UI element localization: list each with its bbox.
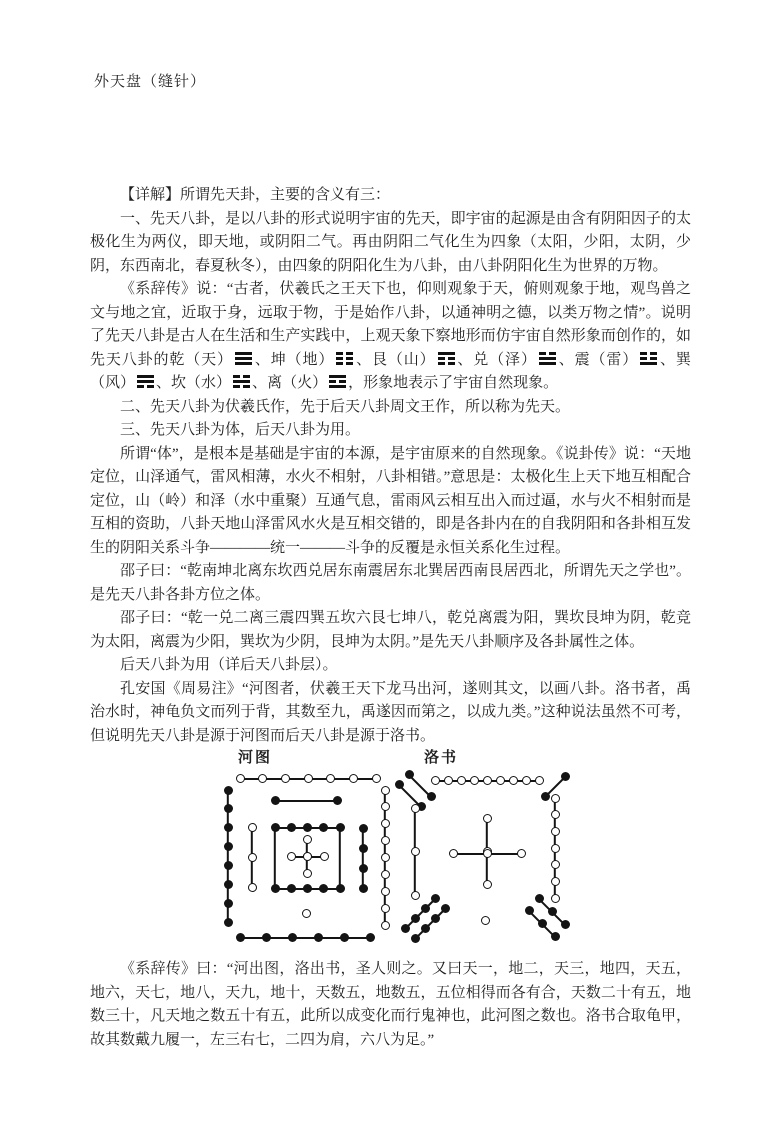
black-dot (441, 904, 450, 913)
connector-line (275, 800, 337, 802)
white-dot (302, 909, 311, 918)
white-dot (483, 880, 492, 889)
black-dot (288, 933, 297, 942)
xun-wind-trigram-icon (137, 375, 154, 388)
white-dot (483, 776, 492, 785)
white-dot (236, 774, 245, 783)
black-dot (431, 914, 440, 923)
black-dot (287, 884, 296, 893)
white-dot (287, 852, 296, 861)
black-dot (561, 772, 570, 781)
white-dot (551, 860, 560, 869)
connector-line (274, 828, 276, 889)
black-dot (303, 884, 312, 893)
white-dot (517, 849, 526, 858)
black-dot (359, 824, 368, 833)
black-dot (224, 786, 233, 795)
black-dot (535, 894, 544, 903)
paragraph: 【详解】所谓先天卦，主要的含义有三： (120, 187, 391, 203)
black-dot (359, 844, 368, 853)
luoshu-figure-label: 洛书 (424, 750, 459, 766)
white-dot (431, 776, 440, 785)
black-dot (561, 920, 570, 929)
black-dot (224, 899, 233, 908)
body-text-block (90, 184, 691, 748)
black-dot (525, 906, 534, 915)
zhen-thunder-trigram-icon (640, 352, 657, 365)
black-dot (224, 880, 233, 889)
black-dot (333, 796, 342, 805)
black-dot (303, 823, 312, 832)
white-dot (381, 836, 390, 845)
black-dot (551, 932, 560, 941)
black-dot (224, 823, 233, 832)
white-dot (381, 819, 390, 828)
paragraph: 三、先天八卦为体，后天八卦为用。 (120, 422, 361, 438)
white-dot (551, 844, 560, 853)
paragraph: 所谓“体”，是根本是基础是宇宙的本源，是宇宙原来的自然现象。《说卦传》说：“天地定位，山泽通气，雷风相薄，水火不相射，八卦相错。”意思是：太极化生上天下地互相配合定位，山（岭）和泽（水中重聚）互通气息，雷雨风云相互出入而过逼，水与火不相射而是互相的资助，八卦天地山泽雷风水火是互相交错的，即是各卦内在的自我阴阳和各卦相互发生的阴阳关系斗争————统一———斗争的反覆是永恒关系化生过程。 (90, 445, 691, 556)
white-dot (381, 887, 390, 896)
black-dot (421, 924, 430, 933)
black-dot (431, 894, 440, 903)
black-dot (236, 933, 245, 942)
connector-line (339, 828, 341, 889)
white-dot (481, 916, 490, 925)
white-dot (551, 794, 560, 803)
dui-lake-trigram-icon (539, 352, 556, 365)
black-dot (421, 904, 430, 913)
white-dot (248, 823, 257, 832)
black-dot (395, 780, 404, 789)
black-dot (271, 796, 280, 805)
white-dot (372, 774, 381, 783)
white-dot (535, 776, 544, 785)
white-dot (381, 921, 390, 930)
white-dot (522, 776, 531, 785)
hetu-diagram (218, 770, 403, 952)
black-dot (359, 884, 368, 893)
black-dot (314, 933, 323, 942)
paragraph: 《系辞传》曰：“河出图，洛出书，圣人则之。又曰天一，地二，天三，地四，天五，地六，天七，地八，天九，地十，天数五，地数五，五位相得而各有合，天数二十有五，地数三十，凡天地之数五十有五，此所以成变化而行鬼神也，此河图之数也。洛书合取龟甲，故其数戴九履一，左三右七，二四为肩，六八为足。” (90, 961, 691, 1048)
white-dot (411, 804, 420, 813)
black-dot (538, 919, 547, 928)
white-dot (509, 776, 518, 785)
white-dot (326, 774, 335, 783)
hetu-figure-label: 河图 (238, 750, 273, 766)
white-dot (381, 786, 390, 795)
black-dot (224, 861, 233, 870)
white-dot (551, 877, 560, 886)
white-dot (381, 853, 390, 862)
paragraph: 邵子曰：“乾南坤北离东坎西兑居东南震居东北巽居西南艮居西北，所谓先天之学也”。是先天八卦各卦方位之体。 (90, 563, 691, 603)
gen-mountain-trigram-icon (438, 352, 455, 365)
paragraph: 二、先天八卦为伏羲氏作，先于后天八卦周文王作，所以称为先天。 (120, 398, 571, 415)
black-dot (340, 933, 349, 942)
page-heading: 外天盘（缝针） (94, 74, 207, 90)
black-dot (319, 884, 328, 893)
white-dot (349, 774, 358, 783)
black-dot (401, 924, 410, 933)
white-dot (470, 776, 479, 785)
white-dot (496, 776, 505, 785)
paragraph: 邵子曰：“乾一兑二离三震四巽五坎六艮七坤八，乾兑离震为阳，巽坎艮坤为阴，乾竞为太阳，离震为少阳，巽坎为少阴，艮坤为太阴。”是先天八卦顺序及各卦属性之体。 (90, 610, 691, 650)
white-dot (551, 894, 560, 903)
black-dot (287, 823, 296, 832)
white-dot (551, 827, 560, 836)
white-dot (444, 776, 453, 785)
closing-text-block (90, 958, 691, 1052)
kun-earth-trigram-icon (336, 352, 353, 365)
white-dot (303, 835, 312, 844)
white-dot (281, 774, 290, 783)
white-dot (483, 849, 492, 858)
white-dot (304, 774, 313, 783)
white-dot (258, 774, 267, 783)
connector-line (240, 937, 370, 939)
trigram-paragraph: 《系辞传》说：“古者，伏羲氏之王天下也，仰则观象于天，俯则观象于地，观鸟兽之文与地之宜，近取于身，远取于物，于是始作八卦，以通神明之德，以类万物之情”。说明了先天八卦是古人在生活和生产实践中，上观天象下察地形而仿宇宙自然形象而创作的，如先天八卦的乾（天） 、坤（地） 、艮（山） 、兑（泽） 、震（雷） 、巽（风） 、坎（水） 、离（火） ，形象地表示了宇宙自然现象。 (90, 281, 691, 391)
white-dot (381, 904, 390, 913)
paragraph: 一、先天八卦，是以八卦的形式说明宇宙的先天，即宇宙的起源是由含有阴阳因子的太极化生为两仪，即天地，或阴阳二气。再由阴阳二气化生为四象（太阳，少阳，太阴，少阴，东西南北，春夏秋冬），由四象的阴阳化生为八卦，由八卦阴阳化生为世界的万物。 (90, 210, 691, 274)
white-dot (411, 847, 420, 856)
white-dot (381, 870, 390, 879)
white-dot (248, 853, 257, 862)
white-dot (381, 802, 390, 811)
white-dot (248, 883, 257, 892)
luoshu-diagram (395, 770, 580, 952)
white-dot (303, 852, 312, 861)
connector-line (404, 898, 435, 929)
white-dot (457, 776, 466, 785)
white-dot (551, 810, 560, 819)
white-dot (303, 869, 312, 878)
black-dot (405, 770, 414, 779)
paragraph: 孔安国《周易注》“河图者，伏羲王天下龙马出河，遂则其文，以画八卦。洛书者，禹治水时，神龟负文而列于背，其数至九，禹遂因而第之，以成九类。”这种说法虽然不可考，但说明先天八卦是源于河图而后天八卦是源于洛书。 (90, 680, 691, 744)
black-dot (319, 823, 328, 832)
black-dot (541, 792, 550, 801)
black-dot (224, 918, 233, 927)
black-dot (224, 842, 233, 851)
li-fire-trigram-icon (329, 375, 346, 388)
white-dot (449, 849, 458, 858)
black-dot (411, 914, 420, 923)
white-dot (483, 814, 492, 823)
black-dot (411, 934, 420, 943)
black-dot (224, 804, 233, 813)
kan-water-trigram-icon (233, 375, 250, 388)
black-dot (366, 933, 375, 942)
black-dot (548, 907, 557, 916)
connector-line (362, 829, 364, 889)
white-dot (320, 852, 329, 861)
white-dot (411, 891, 420, 900)
black-dot (427, 792, 436, 801)
black-dot (359, 864, 368, 873)
black-dot (262, 933, 271, 942)
qian-heaven-trigram-icon (235, 352, 252, 365)
paragraph: 后天八卦为用（详后天八卦层）。 (120, 657, 338, 673)
